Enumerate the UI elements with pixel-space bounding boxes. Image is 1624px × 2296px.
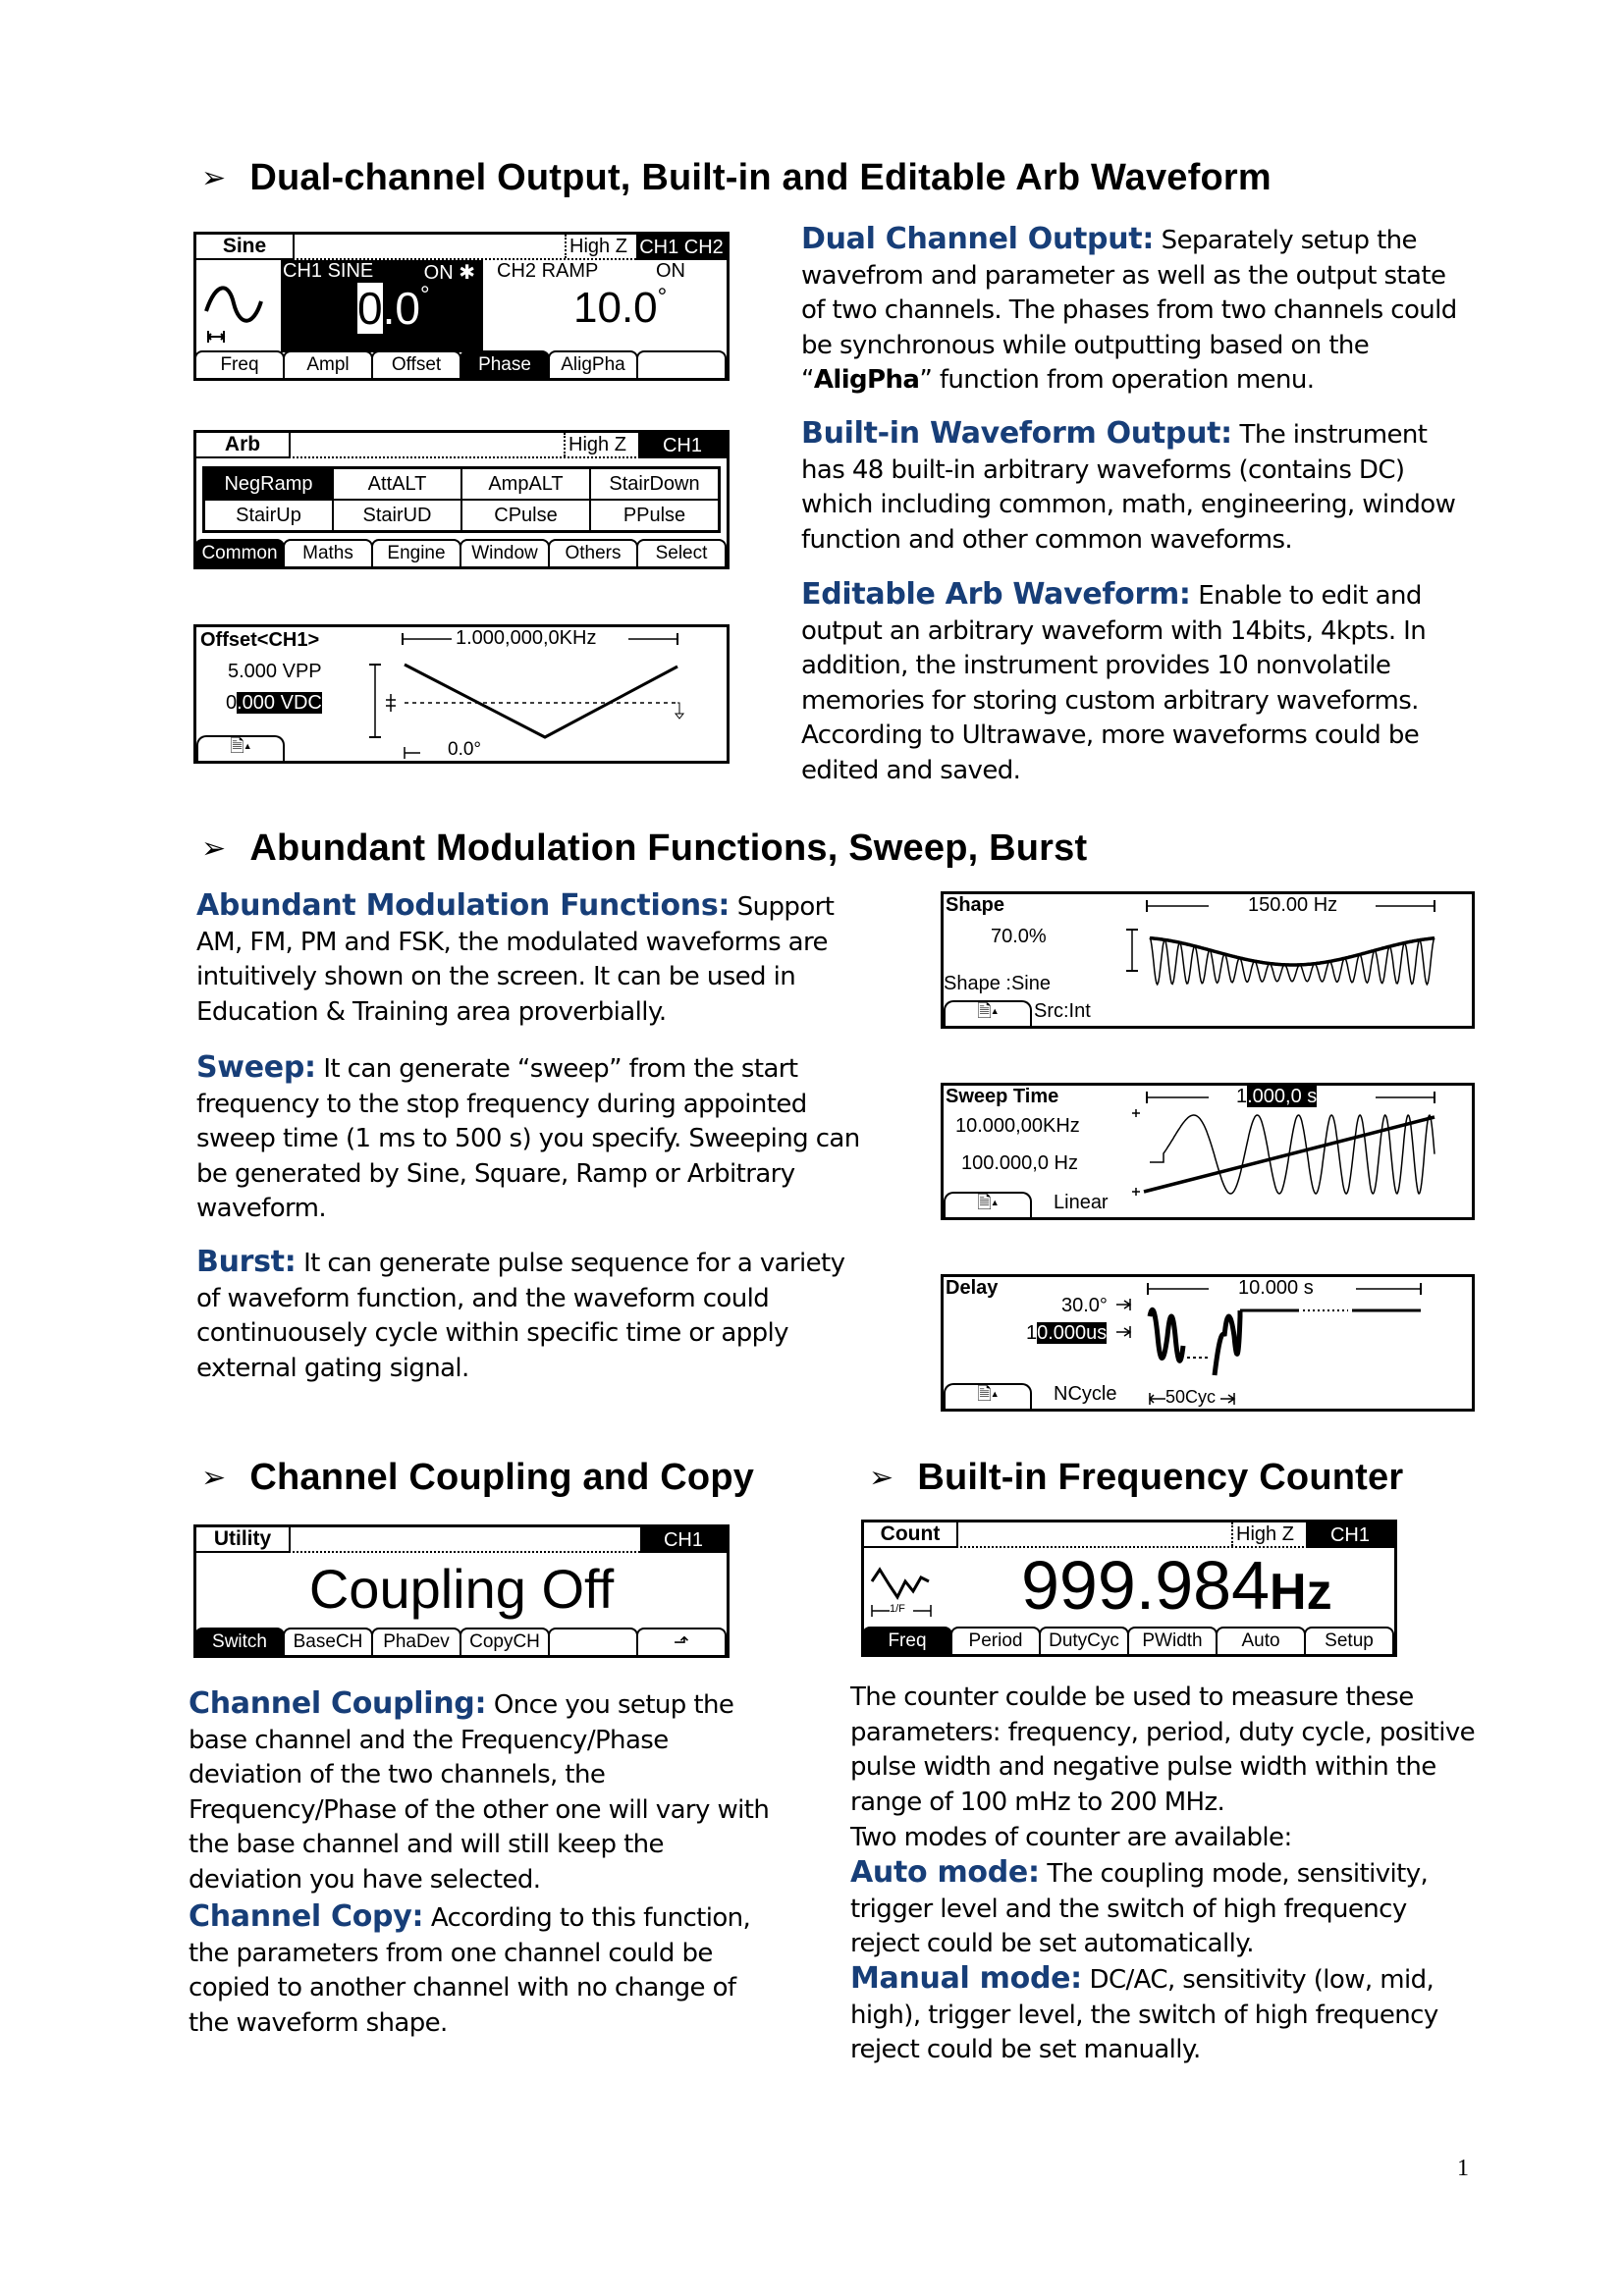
paragraph-text: Enable to edit and output an arbitrary waveform with 14bits, 4kpts. In addition, the instrument provides 10 nonvolatile memories for storing custom arbitrary waveforms. According to Ultrawave, more waveforms could be edited and saved. — [801, 581, 1427, 785]
paragraph-text: According to this function, the parameters from one channel could be copied to another channel with no change of the waveform shape. — [189, 1903, 751, 2038]
paragraph-lead: Abundant Modulation Functions: — [196, 888, 731, 923]
section-heading-modulation — [201, 828, 1087, 870]
softkey-dutycyc[interactable]: DutyCyc — [1039, 1627, 1129, 1654]
counter-unit: Hz — [1270, 1564, 1332, 1621]
menu-doc-icon: 🗎▴ — [977, 1193, 999, 1212]
menu-button[interactable] — [196, 735, 285, 761]
paragraph-text: Support AM, FM, PM and FSK, the modulated waveforms are intuitively shown on the screen. It can be used in Education & Training area proverbially. — [196, 892, 835, 1027]
softkey-phadev[interactable]: PhaDev — [371, 1628, 461, 1655]
channel-indicator: CH1 CH2 — [636, 235, 727, 260]
paragraph-lead: Channel Copy: — [189, 1899, 424, 1934]
sweep-time-selected: .000,0 s — [1247, 1086, 1318, 1107]
softkey-aligpha[interactable]: AligPha — [548, 350, 638, 378]
paragraph-text: The counter coulde be used to measure these parameters: frequency, period, duty cycle, positive pulse width and negative pulse width within the range of 100 mHz to 200 MHz. — [850, 1682, 1476, 1817]
softkey-empty[interactable] — [636, 350, 727, 378]
ch1-panel[interactable] — [281, 260, 483, 352]
softkey-maths[interactable]: Maths — [283, 539, 373, 566]
lcd-screen-utility — [193, 1524, 730, 1658]
paragraph-text: Once you setup the base channel and the Frequency/Phase deviation of the two channels, the Frequency/Phase of the other one will vary with the base channel and will still keep the deviation you have selected. — [189, 1690, 770, 1895]
ch2-state: ON — [656, 260, 685, 282]
paragraph-text: The coupling mode, sensitivity, trigger level and the switch of high frequency reject could be set automatically. — [850, 1859, 1429, 1958]
arb-waveform-cpulse[interactable]: CPulse — [461, 500, 590, 531]
paragraph-builtin-waveform — [801, 416, 1469, 558]
burst-period: 10.000 s — [1238, 1277, 1314, 1299]
paragraph-counter-modes — [850, 1821, 1479, 1856]
paragraph-dual-channel — [801, 222, 1469, 399]
frequency-label: 150.00 Hz — [1248, 894, 1338, 916]
softkey-period[interactable]: Period — [950, 1627, 1041, 1654]
impedance-indicator: High Z — [1231, 1522, 1294, 1546]
softkey-select[interactable]: Select — [636, 539, 727, 566]
screen-title: Arb — [196, 433, 291, 458]
paragraph-lead: Auto mode: — [850, 1855, 1040, 1890]
stop-frequency: 10.000,00KHz — [955, 1115, 1080, 1137]
paragraph-copy — [189, 1899, 778, 2041]
impedance-indicator: High Z — [564, 433, 626, 456]
paragraph-text: It can generate pulse sequence for a variety of waveform function, and the waveform could continuousely cycle within specific time or apply external gating signal. — [196, 1249, 845, 1383]
channel-indicator: CH1 — [1306, 1522, 1394, 1548]
softkey-bar — [196, 350, 727, 378]
bullet-arrow-icon: ➢ — [201, 1462, 227, 1494]
screen-title: Delay — [946, 1277, 999, 1299]
arb-waveform-stairup[interactable]: StairUp — [204, 500, 333, 531]
paragraph-lead: Built-in Waveform Output: — [801, 416, 1232, 451]
paragraph-manual-mode — [850, 1961, 1479, 2068]
paragraph-text: ” function from operation menu. — [919, 365, 1315, 395]
lcd-screen-arb — [193, 430, 730, 569]
menu-button[interactable] — [944, 1000, 1032, 1026]
amplitude-value: 5.000 VPP — [228, 661, 322, 682]
offset-value[interactable] — [226, 692, 322, 715]
delay-selected: 0.000us — [1037, 1322, 1108, 1344]
burst-cycles: 50Cyc — [1165, 1387, 1217, 1407]
channel-indicator: CH1 — [638, 433, 727, 458]
ch2-label: CH2 RAMP — [497, 260, 599, 282]
degree-symbol: ° — [419, 282, 430, 308]
softkey-phase[interactable]: Phase — [460, 350, 550, 378]
paragraph-lead: Burst: — [196, 1245, 297, 1279]
page-number: 1 — [1457, 2156, 1469, 2181]
ch2-value: 10.0 — [573, 284, 658, 332]
burst-phase: 30.0° — [1061, 1295, 1108, 1316]
paragraph-lead: Dual Channel Output: — [801, 222, 1155, 256]
sweep-time-prefix: 1 — [1236, 1086, 1248, 1107]
arb-waveform-attalt[interactable]: AttALT — [333, 468, 461, 500]
softkey-basech[interactable]: BaseCH — [283, 1628, 373, 1655]
bullet-arrow-icon: ➢ — [201, 832, 227, 865]
sweep-mode: Linear — [1054, 1192, 1109, 1213]
arb-waveform-ampalt[interactable]: AmpALT — [461, 468, 590, 500]
arb-waveform-ppulse[interactable]: PPulse — [590, 500, 719, 531]
period-label: 1/F — [890, 1603, 905, 1615]
arb-waveform-stairud[interactable]: StairUD — [333, 500, 461, 531]
counter-value: 999.984 — [1021, 1547, 1271, 1624]
paragraph-lead: Manual mode: — [850, 1961, 1082, 1996]
menu-doc-icon: 🗎▴ — [977, 1384, 999, 1404]
return-icon[interactable]: ⬏ — [636, 1628, 727, 1655]
menu-button[interactable] — [944, 1192, 1032, 1217]
sweep-time[interactable] — [1236, 1086, 1317, 1108]
sine-wave-icon — [204, 282, 263, 350]
lcd-screen-sweep — [941, 1083, 1475, 1220]
cursor-digit: 0 — [357, 283, 383, 334]
phase-label: 0.0° — [448, 739, 482, 760]
paragraph-text: DC/AC, sensitivity (low, mid, high), trigger level, the switch of high frequency reject could be set manually. — [850, 1965, 1438, 2064]
lcd-screen-am — [941, 891, 1475, 1029]
lcd-screen-offset — [193, 624, 730, 764]
softkey-freq[interactable]: Freq — [862, 1627, 952, 1654]
lcd-screen-counter — [861, 1520, 1397, 1657]
delay-prefix: 1 — [1026, 1322, 1038, 1344]
softkey-common[interactable]: Common — [194, 539, 285, 566]
channel-indicator: CH1 — [640, 1527, 727, 1553]
screen-title: Sweep Time — [946, 1086, 1059, 1107]
paragraph-counter-intro — [850, 1681, 1479, 1820]
impedance-indicator: High Z — [565, 235, 627, 258]
arb-waveform-stairdown[interactable]: StairDown — [590, 468, 719, 500]
paragraph-editable-arb — [801, 577, 1469, 788]
lcd-screen-burst — [941, 1274, 1475, 1412]
paragraph-text: Separately setup the wavefrom and parameter as well as the output state of two channels. The phases from two channels could be synchronous while outputting based on the “ — [801, 226, 1457, 395]
section-heading-dual-channel — [201, 157, 1272, 199]
burst-mode: NCycle — [1054, 1383, 1117, 1405]
softkey-freq[interactable]: Freq — [194, 350, 285, 378]
ch2-phase-value — [573, 284, 667, 333]
shape-value: Shape :Sine — [944, 973, 1051, 994]
paragraph-modulation — [196, 888, 874, 1030]
paragraph-burst — [196, 1245, 874, 1386]
section-heading-counter — [869, 1457, 1403, 1499]
screen-title: Shape — [946, 894, 1005, 916]
ch1-state: ON ✱ — [423, 262, 475, 284]
section-title: Abundant Modulation Functions, Sweep, Burst — [249, 828, 1088, 869]
section-title: Built-in Frequency Counter — [917, 1457, 1404, 1498]
softkey-auto[interactable]: Auto — [1216, 1627, 1306, 1654]
arb-waveform-negramp[interactable]: NegRamp — [204, 468, 333, 500]
offset-prefix: 0 — [226, 692, 238, 714]
section-title: Channel Coupling and Copy — [249, 1457, 755, 1498]
softkey-bar — [864, 1627, 1394, 1654]
ch1-phase-value — [357, 282, 430, 335]
paragraph-text: The instrument has 48 built-in arbitrary waveforms (contains DC) which including common, math, engineering, window function and other common waveforms. — [801, 420, 1456, 555]
paragraph-coupling — [189, 1686, 778, 1897]
ch1-label: CH1 SINE — [283, 260, 374, 282]
aligpha-term: AligPha — [813, 365, 920, 395]
menu-doc-icon: 🗎▴ — [977, 1001, 999, 1021]
counter-reading — [1021, 1548, 1332, 1629]
paragraph-lead: Channel Coupling: — [189, 1686, 487, 1721]
section-heading-coupling — [201, 1457, 754, 1499]
screen-title: Offset<CH1> — [200, 629, 320, 651]
softkey-offset[interactable]: Offset — [371, 350, 461, 378]
lcd-screen-sine — [193, 232, 730, 381]
screen-title: Utility — [196, 1527, 291, 1553]
softkey-ampl[interactable]: Ampl — [283, 350, 373, 378]
softkey-copych[interactable]: CopyCH — [460, 1628, 550, 1655]
paragraph-sweep — [196, 1050, 874, 1227]
ch1-value-rest: .0 — [382, 283, 420, 334]
bullet-arrow-icon: ➢ — [201, 162, 227, 194]
softkey-bar — [196, 1628, 727, 1655]
screen-title: Sine — [196, 235, 295, 260]
paragraph-auto-mode — [850, 1855, 1479, 1962]
paragraph-lead: Editable Arb Waveform: — [801, 577, 1191, 612]
softkey-engine[interactable]: Engine — [371, 539, 461, 566]
section-title: Dual-channel Output, Built-in and Editable Arb Waveform — [249, 157, 1272, 198]
paragraph-lead: Sweep: — [196, 1050, 316, 1085]
depth-value: 70.0% — [991, 926, 1047, 947]
softkey-empty[interactable] — [548, 1628, 638, 1655]
paragraph-text: Two modes of counter are available: — [850, 1823, 1292, 1852]
softkey-window[interactable]: Window — [460, 539, 550, 566]
softkey-switch[interactable]: Switch — [194, 1628, 285, 1655]
degree-symbol: ° — [657, 284, 668, 310]
softkey-bar — [196, 539, 727, 566]
paragraph-text: It can generate “sweep” from the start frequency to the stop frequency during appointed sweep time (1 ms to 500 s) you specify. Sweeping can be generated by Sine, Square, Ramp or Arbitrary waveform. — [196, 1054, 860, 1223]
softkey-setup[interactable]: Setup — [1304, 1627, 1394, 1654]
coupling-status: Coupling Off — [308, 1558, 615, 1620]
softkey-others[interactable]: Others — [548, 539, 638, 566]
offset-selected: .000 VDC — [237, 692, 322, 714]
menu-doc-icon: 🗎▴ — [230, 736, 251, 756]
frequency-label: 1.000,000,0KHz — [456, 627, 597, 649]
softkey-pwidth[interactable]: PWidth — [1127, 1627, 1218, 1654]
arb-waveform-grid — [202, 466, 721, 533]
start-frequency: 100.000,0 Hz — [961, 1152, 1078, 1174]
source-value: Src:Int — [1034, 1000, 1091, 1022]
bullet-arrow-icon: ➢ — [869, 1462, 894, 1494]
screen-title: Count — [864, 1522, 958, 1548]
